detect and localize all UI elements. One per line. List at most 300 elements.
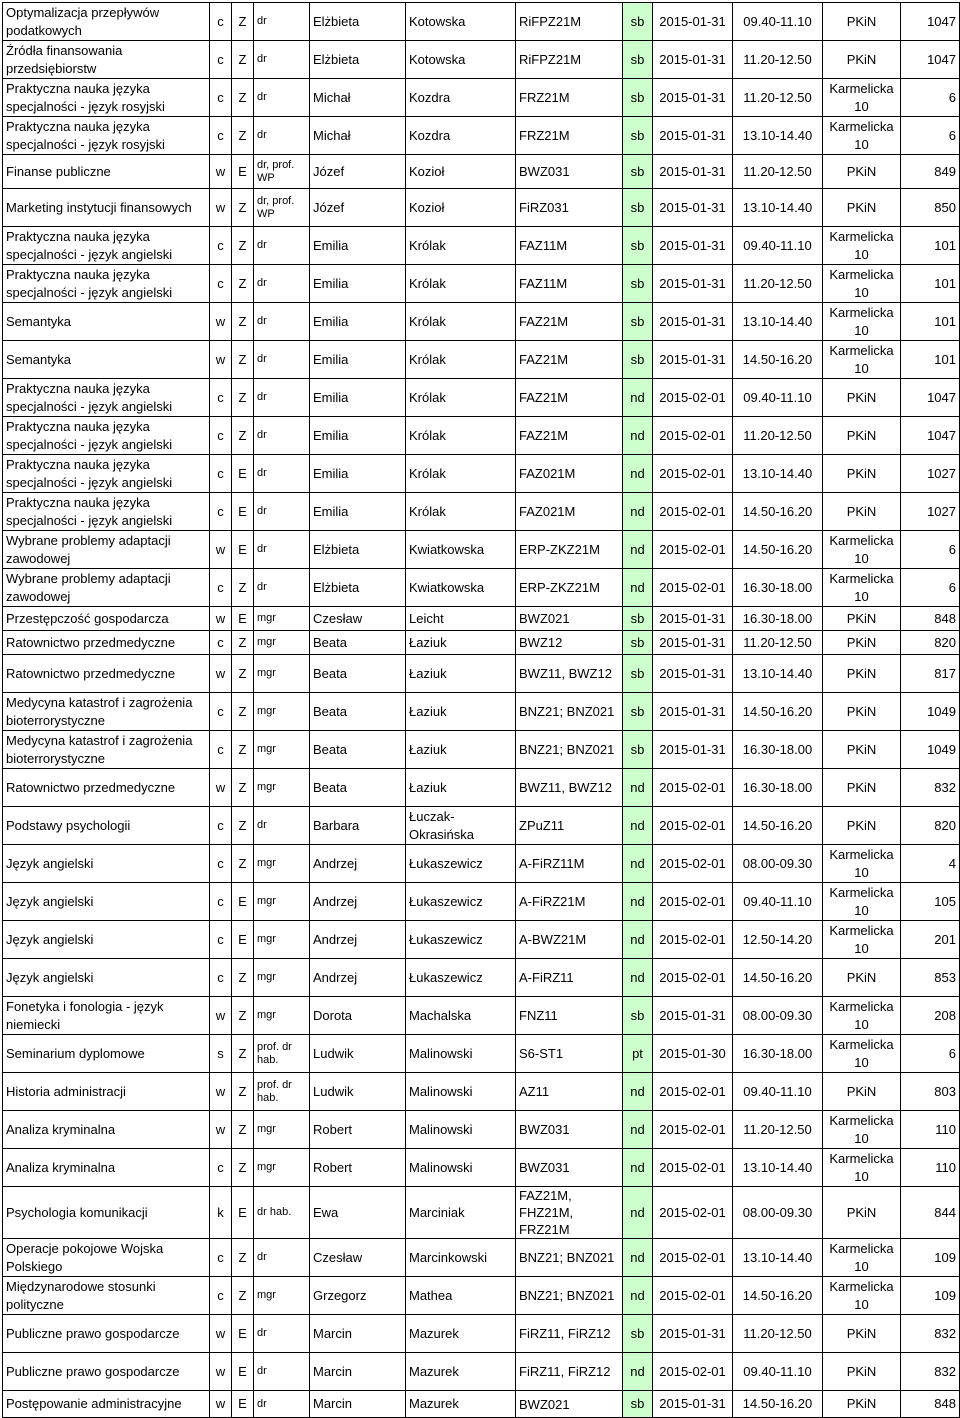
cell-time: 16.30-18.00: [733, 769, 823, 807]
cell-first-name: Emilia: [310, 493, 406, 531]
cell-title: mgr: [254, 769, 310, 807]
cell-group: BWZ031: [516, 155, 623, 189]
cell-first-name: Michał: [310, 117, 406, 155]
cell-group: BWZ021: [516, 607, 623, 631]
cell-subject: Praktyczna nauka języka specjalności - język angielski: [3, 379, 210, 417]
cell-first-name: Ludwik: [310, 1035, 406, 1073]
cell-time: 11.20-12.50: [733, 1111, 823, 1149]
cell-time: 14.50-16.20: [733, 693, 823, 731]
cell-group: FAZ21M, FHZ21M, FRZ21M: [516, 1187, 623, 1239]
cell-exam: Z: [232, 845, 254, 883]
cell-form: w: [210, 1391, 232, 1418]
cell-first-name: Beata: [310, 769, 406, 807]
cell-title: mgr: [254, 959, 310, 997]
cell-room: PKiN: [823, 607, 901, 631]
cell-group: FRZ21M: [516, 79, 623, 117]
cell-group: FNZ11: [516, 997, 623, 1035]
table-row: [3, 265, 960, 303]
cell-room: PKiN: [823, 3, 901, 41]
cell-number: 105: [901, 883, 960, 921]
cell-form: k: [210, 1187, 232, 1239]
cell-time: 13.10-14.40: [733, 1149, 823, 1187]
table-row: [3, 569, 960, 607]
cell-subject: Psychologia komunikacji: [3, 1187, 210, 1239]
cell-room: PKiN: [823, 1315, 901, 1353]
cell-number: 844: [901, 1187, 960, 1239]
cell-form: c: [210, 921, 232, 959]
cell-group: BNZ21; BNZ021: [516, 693, 623, 731]
cell-date: 2015-02-01: [653, 1277, 733, 1315]
cell-group: A-FiRZ11M: [516, 845, 623, 883]
cell-number: 832: [901, 1353, 960, 1391]
cell-first-name: Elżbieta: [310, 569, 406, 607]
cell-title: dr: [254, 341, 310, 379]
cell-day: nd: [623, 1187, 653, 1239]
cell-exam: Z: [232, 631, 254, 655]
cell-date: 2015-01-31: [653, 631, 733, 655]
cell-form: c: [210, 693, 232, 731]
cell-date: 2015-02-01: [653, 921, 733, 959]
cell-day: sb: [623, 41, 653, 79]
cell-first-name: Czesław: [310, 607, 406, 631]
cell-date: 2015-01-30: [653, 1035, 733, 1073]
cell-date: 2015-02-01: [653, 769, 733, 807]
cell-number: 109: [901, 1277, 960, 1315]
cell-time: 11.20-12.50: [733, 265, 823, 303]
cell-subject: Medycyna katastrof i zagrożenia bioterrorystyczne: [3, 731, 210, 769]
cell-last-name: Łaziuk: [406, 731, 516, 769]
cell-form: c: [210, 417, 232, 455]
cell-exam: Z: [232, 1073, 254, 1111]
cell-day: nd: [623, 807, 653, 845]
cell-number: 803: [901, 1073, 960, 1111]
cell-subject: Praktyczna nauka języka specjalności - język angielski: [3, 493, 210, 531]
cell-exam: Z: [232, 731, 254, 769]
cell-exam: Z: [232, 79, 254, 117]
cell-form: c: [210, 845, 232, 883]
cell-last-name: Machalska: [406, 997, 516, 1035]
cell-subject: Ratownictwo przedmedyczne: [3, 769, 210, 807]
cell-subject: Ratownictwo przedmedyczne: [3, 655, 210, 693]
cell-day: sb: [623, 997, 653, 1035]
cell-number: 850: [901, 189, 960, 227]
cell-time: 16.30-18.00: [733, 607, 823, 631]
cell-day: nd: [623, 883, 653, 921]
cell-subject: Wybrane problemy adaptacji zawodowej: [3, 569, 210, 607]
cell-exam: Z: [232, 303, 254, 341]
cell-title: dr: [254, 569, 310, 607]
cell-date: 2015-02-01: [653, 417, 733, 455]
cell-date: 2015-02-01: [653, 959, 733, 997]
table-row: [3, 1035, 960, 1073]
cell-last-name: Królak: [406, 455, 516, 493]
cell-form: w: [210, 769, 232, 807]
cell-room: PKiN: [823, 155, 901, 189]
table-row: [3, 41, 960, 79]
cell-title: mgr: [254, 1277, 310, 1315]
cell-first-name: Emilia: [310, 303, 406, 341]
cell-last-name: Łukaszewicz: [406, 959, 516, 997]
cell-title: dr: [254, 41, 310, 79]
cell-last-name: Królak: [406, 493, 516, 531]
cell-title: dr: [254, 807, 310, 845]
cell-subject: Operacje pokojowe Wojska Polskiego: [3, 1239, 210, 1277]
cell-day: sb: [623, 79, 653, 117]
cell-room: PKiN: [823, 959, 901, 997]
cell-day: nd: [623, 417, 653, 455]
cell-time: 11.20-12.50: [733, 417, 823, 455]
table-row: [3, 1111, 960, 1149]
cell-date: 2015-01-31: [653, 655, 733, 693]
cell-exam: Z: [232, 41, 254, 79]
cell-subject: Podstawy psychologii: [3, 807, 210, 845]
cell-group: BWZ031: [516, 1149, 623, 1187]
cell-subject: Praktyczna nauka języka specjalności - język rosyjski: [3, 79, 210, 117]
cell-day: sb: [623, 341, 653, 379]
cell-first-name: Andrzej: [310, 959, 406, 997]
cell-group: BWZ021: [516, 1391, 623, 1418]
cell-group: FAZ21M: [516, 303, 623, 341]
cell-group: FiRZ11, FiRZ12: [516, 1353, 623, 1391]
cell-date: 2015-01-31: [653, 1391, 733, 1418]
cell-day: nd: [623, 531, 653, 569]
cell-number: 848: [901, 1391, 960, 1418]
cell-date: 2015-02-01: [653, 493, 733, 531]
cell-date: 2015-02-01: [653, 379, 733, 417]
table-row: [3, 959, 960, 997]
cell-first-name: Ewa: [310, 1187, 406, 1239]
cell-day: nd: [623, 769, 653, 807]
cell-first-name: Emilia: [310, 379, 406, 417]
cell-group: RiFPZ21M: [516, 41, 623, 79]
cell-exam: E: [232, 883, 254, 921]
cell-number: 849: [901, 155, 960, 189]
cell-day: nd: [623, 493, 653, 531]
cell-day: nd: [623, 921, 653, 959]
table-row: [3, 379, 960, 417]
cell-number: 101: [901, 303, 960, 341]
cell-time: 08.00-09.30: [733, 845, 823, 883]
cell-room: Karmelicka 10: [823, 117, 901, 155]
cell-form: c: [210, 379, 232, 417]
cell-last-name: Malinowski: [406, 1073, 516, 1111]
cell-exam: E: [232, 1391, 254, 1418]
cell-day: nd: [623, 1073, 653, 1111]
cell-group: FiRZ031: [516, 189, 623, 227]
cell-title: dr: [254, 117, 310, 155]
cell-form: w: [210, 189, 232, 227]
cell-group: FAZ021M: [516, 493, 623, 531]
cell-first-name: Beata: [310, 655, 406, 693]
cell-room: PKiN: [823, 655, 901, 693]
cell-day: sb: [623, 117, 653, 155]
cell-subject: Seminarium dyplomowe: [3, 1035, 210, 1073]
cell-number: 1049: [901, 693, 960, 731]
cell-day: sb: [623, 155, 653, 189]
cell-first-name: Beata: [310, 693, 406, 731]
cell-number: 1047: [901, 379, 960, 417]
cell-room: PKiN: [823, 379, 901, 417]
cell-group: A-FiRZ11: [516, 959, 623, 997]
cell-form: c: [210, 41, 232, 79]
cell-room: PKiN: [823, 1353, 901, 1391]
cell-time: 16.30-18.00: [733, 1035, 823, 1073]
cell-last-name: Malinowski: [406, 1035, 516, 1073]
cell-first-name: Andrzej: [310, 921, 406, 959]
cell-subject: Praktyczna nauka języka specjalności - język angielski: [3, 455, 210, 493]
cell-form: c: [210, 227, 232, 265]
cell-last-name: Łukaszewicz: [406, 883, 516, 921]
cell-room: Karmelicka 10: [823, 341, 901, 379]
cell-title: mgr: [254, 1111, 310, 1149]
cell-form: w: [210, 341, 232, 379]
cell-last-name: Kozdra: [406, 117, 516, 155]
cell-last-name: Malinowski: [406, 1149, 516, 1187]
cell-form: c: [210, 731, 232, 769]
cell-form: c: [210, 807, 232, 845]
cell-date: 2015-01-31: [653, 341, 733, 379]
cell-last-name: Kozdra: [406, 79, 516, 117]
cell-title: mgr: [254, 607, 310, 631]
cell-form: c: [210, 493, 232, 531]
table-row: [3, 769, 960, 807]
cell-room: PKiN: [823, 1391, 901, 1418]
cell-last-name: Mazurek: [406, 1315, 516, 1353]
cell-time: 14.50-16.20: [733, 1391, 823, 1418]
schedule-body: [3, 3, 960, 1418]
table-row: [3, 155, 960, 189]
cell-room: Karmelicka 10: [823, 265, 901, 303]
cell-exam: Z: [232, 341, 254, 379]
cell-number: 1047: [901, 41, 960, 79]
cell-date: 2015-01-31: [653, 155, 733, 189]
cell-subject: Praktyczna nauka języka specjalności - język rosyjski: [3, 117, 210, 155]
cell-number: 817: [901, 655, 960, 693]
cell-day: sb: [623, 1391, 653, 1418]
cell-subject: Medycyna katastrof i zagrożenia bioterrorystyczne: [3, 693, 210, 731]
cell-room: Karmelicka 10: [823, 997, 901, 1035]
cell-subject: Praktyczna nauka języka specjalności - język angielski: [3, 265, 210, 303]
cell-title: dr: [254, 1239, 310, 1277]
cell-exam: E: [232, 531, 254, 569]
cell-date: 2015-02-01: [653, 807, 733, 845]
cell-first-name: Andrzej: [310, 883, 406, 921]
cell-form: s: [210, 1035, 232, 1073]
cell-first-name: Barbara: [310, 807, 406, 845]
cell-last-name: Kozioł: [406, 155, 516, 189]
cell-group: BNZ21; BNZ021: [516, 1277, 623, 1315]
cell-date: 2015-02-01: [653, 569, 733, 607]
cell-number: 109: [901, 1239, 960, 1277]
cell-group: BNZ21; BNZ021: [516, 1239, 623, 1277]
cell-number: 6: [901, 79, 960, 117]
cell-time: 08.00-09.30: [733, 1187, 823, 1239]
cell-day: sb: [623, 693, 653, 731]
cell-time: 09.40-11.10: [733, 379, 823, 417]
cell-room: PKiN: [823, 189, 901, 227]
cell-date: 2015-01-31: [653, 265, 733, 303]
cell-number: 110: [901, 1149, 960, 1187]
cell-last-name: Kotowska: [406, 41, 516, 79]
cell-title: dr: [254, 455, 310, 493]
cell-exam: E: [232, 921, 254, 959]
cell-time: 09.40-11.10: [733, 1073, 823, 1111]
cell-time: 13.10-14.40: [733, 1239, 823, 1277]
cell-title: mgr: [254, 631, 310, 655]
cell-day: nd: [623, 569, 653, 607]
cell-room: PKiN: [823, 769, 901, 807]
cell-number: 6: [901, 531, 960, 569]
table-row: [3, 1149, 960, 1187]
cell-last-name: Leicht: [406, 607, 516, 631]
cell-time: 12.50-14.20: [733, 921, 823, 959]
cell-subject: Źródła finansowania przedsiębiorstw: [3, 41, 210, 79]
cell-day: nd: [623, 1111, 653, 1149]
cell-date: 2015-01-31: [653, 117, 733, 155]
cell-day: sb: [623, 265, 653, 303]
cell-last-name: Łukaszewicz: [406, 845, 516, 883]
cell-room: PKiN: [823, 493, 901, 531]
cell-subject: Język angielski: [3, 959, 210, 997]
cell-room: Karmelicka 10: [823, 1277, 901, 1315]
cell-exam: Z: [232, 117, 254, 155]
cell-room: Karmelicka 10: [823, 1239, 901, 1277]
cell-group: FAZ21M: [516, 379, 623, 417]
cell-date: 2015-02-01: [653, 1111, 733, 1149]
cell-exam: Z: [232, 1277, 254, 1315]
cell-last-name: Królak: [406, 417, 516, 455]
table-row: [3, 3, 960, 41]
cell-last-name: Mathea: [406, 1277, 516, 1315]
cell-subject: Analiza kryminalna: [3, 1111, 210, 1149]
cell-title: dr: [254, 265, 310, 303]
cell-day: sb: [623, 227, 653, 265]
cell-date: 2015-02-01: [653, 1239, 733, 1277]
cell-exam: Z: [232, 189, 254, 227]
cell-title: dr, prof. WP: [254, 189, 310, 227]
cell-title: mgr: [254, 1149, 310, 1187]
table-row: [3, 631, 960, 655]
cell-time: 16.30-18.00: [733, 569, 823, 607]
cell-form: c: [210, 959, 232, 997]
cell-first-name: Czesław: [310, 1239, 406, 1277]
cell-exam: E: [232, 1353, 254, 1391]
cell-date: 2015-01-31: [653, 189, 733, 227]
cell-subject: Praktyczna nauka języka specjalności - język angielski: [3, 417, 210, 455]
table-row: [3, 1073, 960, 1111]
cell-subject: Przestępczość gospodarcza: [3, 607, 210, 631]
cell-room: Karmelicka 10: [823, 569, 901, 607]
table-row: [3, 417, 960, 455]
cell-exam: Z: [232, 1149, 254, 1187]
cell-day: nd: [623, 1239, 653, 1277]
cell-last-name: Kozioł: [406, 189, 516, 227]
cell-room: PKiN: [823, 455, 901, 493]
cell-number: 853: [901, 959, 960, 997]
cell-day: nd: [623, 845, 653, 883]
table-row: [3, 693, 960, 731]
cell-number: 848: [901, 607, 960, 631]
cell-form: w: [210, 1353, 232, 1391]
cell-form: c: [210, 1277, 232, 1315]
cell-day: sb: [623, 655, 653, 693]
cell-title: mgr: [254, 883, 310, 921]
table-row: [3, 845, 960, 883]
cell-first-name: Józef: [310, 155, 406, 189]
cell-last-name: Mazurek: [406, 1353, 516, 1391]
cell-room: PKiN: [823, 731, 901, 769]
cell-title: dr: [254, 303, 310, 341]
cell-time: 13.10-14.40: [733, 117, 823, 155]
cell-number: 820: [901, 807, 960, 845]
cell-day: sb: [623, 189, 653, 227]
cell-exam: Z: [232, 379, 254, 417]
cell-date: 2015-02-01: [653, 1187, 733, 1239]
cell-exam: Z: [232, 997, 254, 1035]
cell-date: 2015-01-31: [653, 79, 733, 117]
cell-day: nd: [623, 379, 653, 417]
cell-exam: E: [232, 155, 254, 189]
cell-form: c: [210, 3, 232, 41]
table-row: [3, 1277, 960, 1315]
cell-first-name: Grzegorz: [310, 1277, 406, 1315]
cell-time: 13.10-14.40: [733, 189, 823, 227]
cell-number: 1027: [901, 455, 960, 493]
cell-subject: Międzynarodowe stosunki polityczne: [3, 1277, 210, 1315]
cell-title: mgr: [254, 731, 310, 769]
cell-group: FAZ11M: [516, 265, 623, 303]
cell-subject: Analiza kryminalna: [3, 1149, 210, 1187]
cell-form: w: [210, 1111, 232, 1149]
cell-time: 11.20-12.50: [733, 631, 823, 655]
cell-group: BWZ12: [516, 631, 623, 655]
cell-form: c: [210, 883, 232, 921]
cell-room: PKiN: [823, 1073, 901, 1111]
cell-form: w: [210, 155, 232, 189]
table-row: [3, 1391, 960, 1418]
cell-form: w: [210, 607, 232, 631]
cell-exam: Z: [232, 1111, 254, 1149]
cell-first-name: Emilia: [310, 417, 406, 455]
cell-first-name: Andrzej: [310, 845, 406, 883]
cell-subject: Ratownictwo przedmedyczne: [3, 631, 210, 655]
cell-first-name: Marcin: [310, 1391, 406, 1418]
cell-time: 11.20-12.50: [733, 79, 823, 117]
cell-last-name: Królak: [406, 227, 516, 265]
cell-date: 2015-01-31: [653, 693, 733, 731]
table-row: [3, 883, 960, 921]
cell-date: 2015-01-31: [653, 731, 733, 769]
cell-day: sb: [623, 303, 653, 341]
cell-title: mgr: [254, 693, 310, 731]
cell-group: ZPuZ11: [516, 807, 623, 845]
cell-title: dr: [254, 79, 310, 117]
cell-first-name: Emilia: [310, 455, 406, 493]
cell-last-name: Królak: [406, 341, 516, 379]
cell-title: dr: [254, 417, 310, 455]
cell-subject: Praktyczna nauka języka specjalności - język angielski: [3, 227, 210, 265]
cell-exam: Z: [232, 959, 254, 997]
cell-subject: Język angielski: [3, 883, 210, 921]
cell-room: PKiN: [823, 1187, 901, 1239]
cell-title: dr: [254, 1391, 310, 1418]
table-row: [3, 493, 960, 531]
table-row: [3, 189, 960, 227]
cell-first-name: Beata: [310, 631, 406, 655]
cell-number: 1049: [901, 731, 960, 769]
cell-form: c: [210, 1239, 232, 1277]
cell-date: 2015-02-01: [653, 531, 733, 569]
